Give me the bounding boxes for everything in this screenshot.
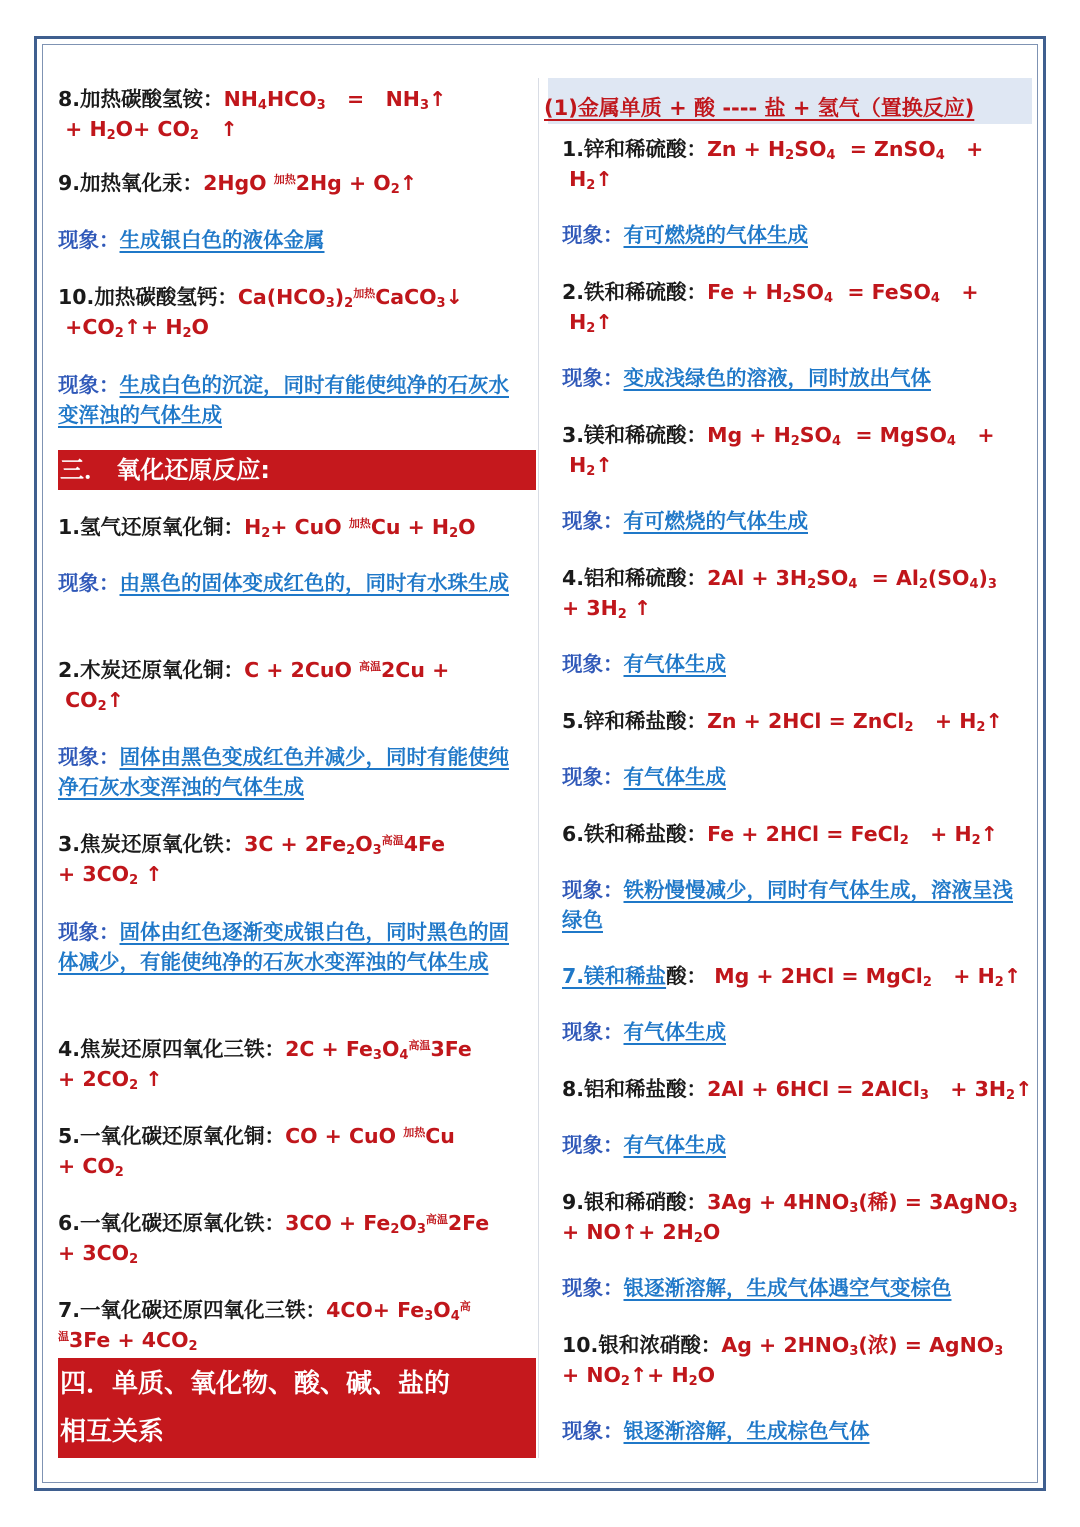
reaction-10: 10.加热碳酸氢钙：$Ca(HCO_3)_2^{加热}CaCO_3↓$ $+CO_2↑+ H_2O$: [58, 285, 463, 341]
acid-7: 7.镁和稀盐酸： Mg + 2HCl = MgCl$_2$ + $H_2↑$: [562, 964, 1021, 990]
acid-1-phenomenon: 现象：有可燃烧的气体生成: [562, 223, 808, 247]
redox-6: 6.一氧化碳还原氧化铁：$3CO + Fe_2O_3^{高温}2Fe$ + $3CO_2$: [58, 1211, 490, 1267]
acid-2: 2.铁和稀硫酸：$Fe + H_2SO_4$ = FeSO$_4$ + $H_2↑$: [562, 280, 979, 336]
redox-1: 1.氢气还原氧化铜：$H_2+$ CuO $^{加热}Cu + H_2O$: [58, 515, 476, 541]
acid-10-phenomenon: 现象：银逐渐溶解，生成棕色气体: [562, 1419, 870, 1443]
acid-4-phenomenon: 现象：有气体生成: [562, 652, 726, 676]
phenomenon-9: 现象：生成银白色的液体金属: [58, 228, 325, 252]
reaction-8: 8.加热碳酸氢铵：$NH_4HCO_3$ = $NH_3↑$ + $H_2O+ CO_2$ ↑: [58, 87, 447, 143]
section-4-banner: 四．单质、氧化物、酸、碱、盐的 相互关系: [58, 1358, 536, 1458]
redox-2-phenomenon: 现象：固体由黑色变成红色并减少，同时有能使纯净石灰水变浑浊的气体生成: [58, 745, 509, 799]
acid-8: 8.铝和稀盐酸：2Al + 6HCl = 2AlCl$_3$ + $3H_2↑$: [562, 1077, 1033, 1103]
column-divider: [538, 78, 539, 1458]
acid-4: 4.铝和稀硫酸：$2Al + 3H_2SO_4 = Al_2(SO_4)_3$ + $3H_2$ ↑: [562, 566, 997, 622]
acid-8-phenomenon: 现象：有气体生成: [562, 1133, 726, 1157]
acid-9-phenomenon: 现象：银逐渐溶解，生成气体遇空气变棕色: [562, 1276, 952, 1300]
acid-5-phenomenon: 现象：有气体生成: [562, 765, 726, 789]
acid-3: 3.镁和稀硫酸：$Mg + H_2SO_4$ = MgSO$_4$ + $H_2↑$: [562, 423, 995, 479]
acid-6-phenomenon: 现象：铁粉慢慢减少，同时有气体生成，溶液呈浅绿色: [562, 878, 1013, 932]
redox-1-phenomenon: 现象：由黑色的固体变成红色的，同时有水珠生成: [58, 571, 509, 595]
redox-2: 2.木炭还原氧化铜：C + 2CuO $^{高温}$2Cu + $CO_2↑$: [58, 658, 450, 714]
acid-9: 9.银和稀硝酸：$3Ag + 4HNO_3$(稀) = 3AgNO$_3$ + NO↑+ $2H_2O$: [562, 1190, 1018, 1246]
acid-6: 6.铁和稀盐酸：Fe + 2HCl = FeCl$_2$ + $H_2↑$: [562, 822, 998, 848]
section-3-banner: 三． 氧化还原反应:: [58, 450, 536, 490]
subsection-header: (1)金属单质 + 酸 ---- 盐 + 氢气（置换反应): [548, 78, 1032, 124]
redox-3: 3.焦炭还原氧化铁：$3C + 2Fe_2O_3^{高温}4Fe$ + $3CO_2$ ↑: [58, 832, 446, 888]
reaction-9: 9.加热氧化汞：2HgO $^{加热}2Hg + O_2↑$: [58, 171, 417, 197]
redox-5: 5.一氧化碳还原氧化铜：CO + CuO $^{加热}$Cu + $CO_2$: [58, 1124, 455, 1180]
redox-4: 4.焦炭还原四氧化三铁：$2C + Fe_3O_4^{高温}3Fe$ + $2CO_2$ ↑: [58, 1037, 472, 1093]
acid-7-phenomenon: 现象：有气体生成: [562, 1020, 726, 1044]
acid-2-phenomenon: 现象：变成浅绿色的溶液，同时放出气体: [562, 366, 931, 390]
acid-10: 10.银和浓硝酸：$Ag + 2HNO_3$(浓) = AgNO$_3$ + $NO_2↑+ H_2O$: [562, 1333, 1004, 1389]
phenomenon-10: 现象：生成白色的沉淀，同时有能使纯净的石灰水变浑浊的气体生成: [58, 373, 509, 427]
redox-7: 7.一氧化碳还原四氧化三铁：$4CO+ Fe_3O_4^高$ $^温3Fe + 4CO_2$: [58, 1298, 471, 1354]
redox-3-phenomenon: 现象：固体由红色逐渐变成银白色，同时黑色的固体减少，有能使纯净的石灰水变浑浊的气体生成: [58, 920, 509, 974]
acid-3-phenomenon: 现象：有可燃烧的气体生成: [562, 509, 808, 533]
acid-1: 1.锌和稀硫酸：$Zn + H_2SO_4$ = ZnSO$_4$ + $H_2↑$: [562, 137, 984, 193]
acid-5: 5.锌和稀盐酸：Zn + 2HCl = ZnCl$_2$ + $H_2↑$: [562, 709, 1003, 735]
